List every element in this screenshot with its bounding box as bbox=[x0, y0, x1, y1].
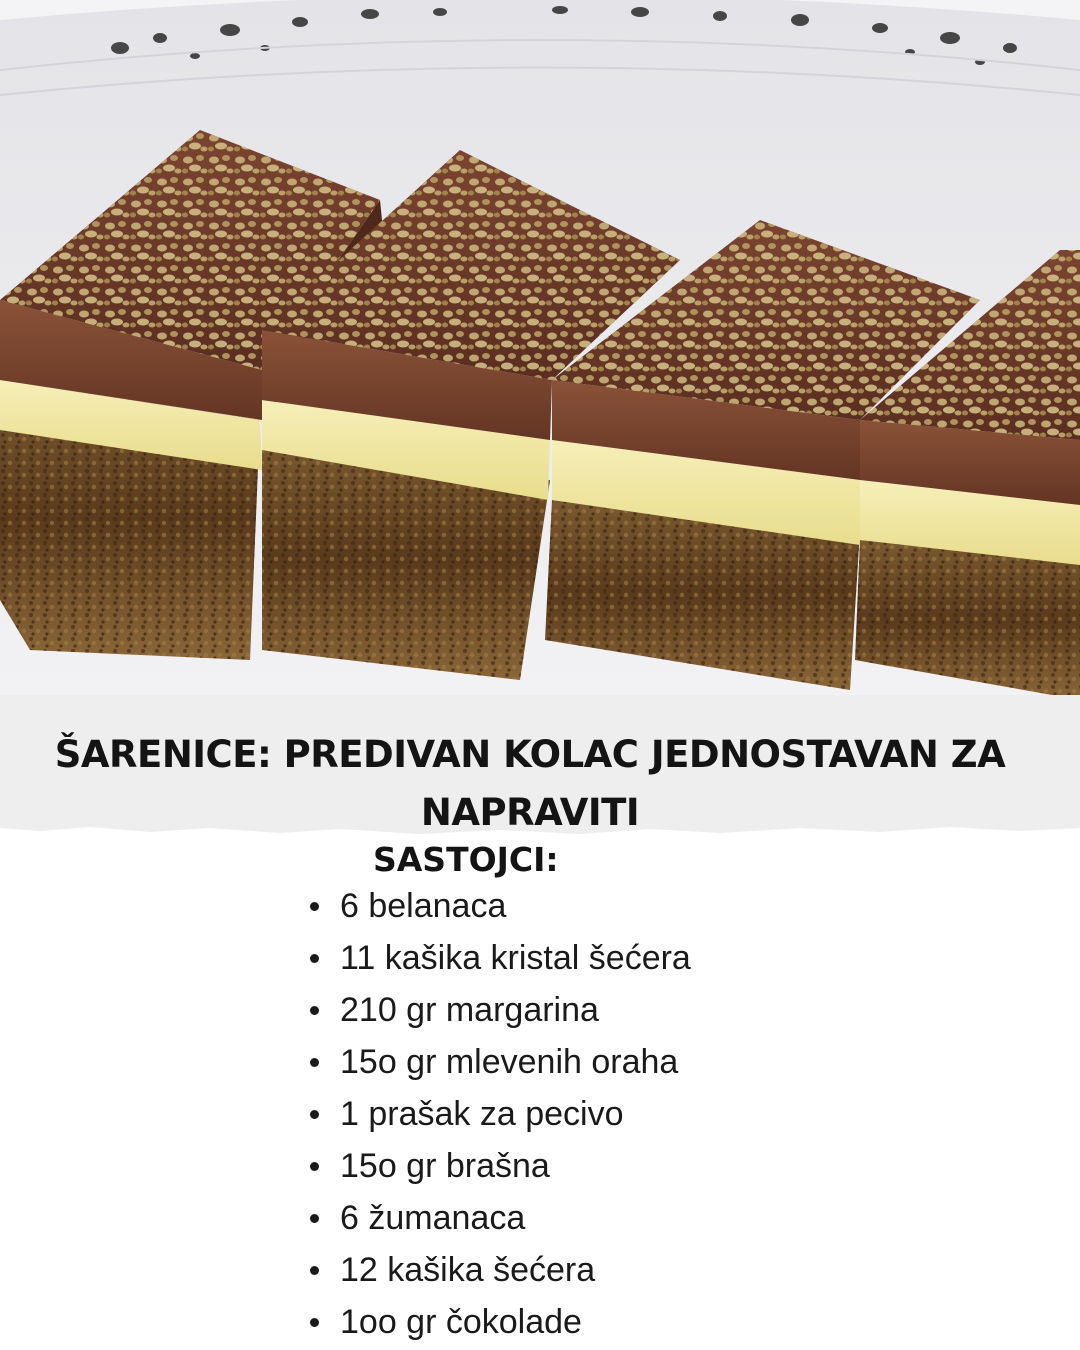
list-item bbox=[306, 1140, 691, 1192]
ingredient-text: 15o gr brašna bbox=[340, 1147, 550, 1185]
ingredient-text: 6 belanaca bbox=[340, 887, 507, 925]
page-title: ŠARENICE: PREDIVAN KOLAC JEDNOSTAVAN ZA NAPRAVITI bbox=[54, 733, 1006, 834]
bullet-icon bbox=[310, 1162, 319, 1171]
bullet-icon bbox=[310, 1006, 319, 1015]
bullet-icon bbox=[310, 1266, 319, 1275]
list-item bbox=[306, 1036, 691, 1088]
ingredient-text: 210 gr margarina bbox=[340, 991, 599, 1029]
ingredient-text: 6 žumanaca bbox=[340, 1199, 526, 1237]
ingredient-text: 1 prašak za pecivo bbox=[340, 1095, 624, 1133]
ingredient-text: 11 kašika kristal šećera bbox=[340, 939, 691, 977]
bullet-icon bbox=[310, 1214, 319, 1223]
ingredients-heading: SASTOJCI: bbox=[373, 840, 559, 879]
list-item bbox=[306, 932, 691, 984]
bullet-icon bbox=[310, 1110, 319, 1119]
bullet-icon bbox=[310, 902, 319, 911]
ingredient-text: 15o gr mlevenih oraha bbox=[340, 1043, 679, 1081]
bullet-icon bbox=[310, 1318, 319, 1327]
list-item bbox=[306, 984, 691, 1036]
ingredients-list bbox=[306, 880, 691, 1348]
ingredient-text: 12 kašika šećera bbox=[340, 1251, 596, 1289]
list-item bbox=[306, 1296, 691, 1348]
list-item bbox=[306, 880, 691, 932]
list-item bbox=[306, 1192, 691, 1244]
bullet-icon bbox=[310, 1058, 319, 1067]
list-item bbox=[306, 1088, 691, 1140]
ingredient-text: 1oo gr čokolade bbox=[340, 1303, 582, 1341]
bullet-icon bbox=[310, 954, 319, 963]
list-item bbox=[306, 1244, 691, 1296]
